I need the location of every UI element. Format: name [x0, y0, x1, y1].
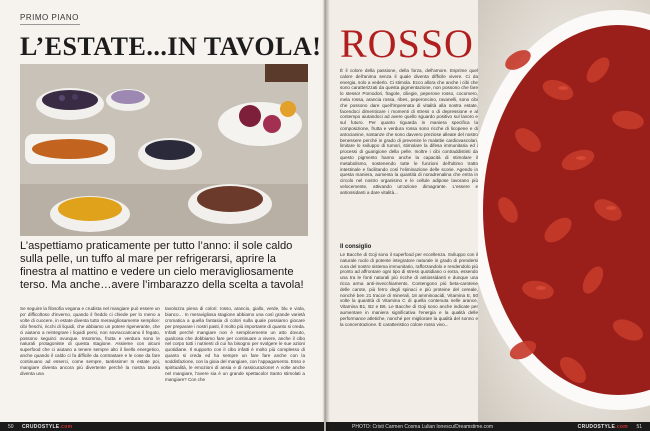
- section-divider: [20, 24, 80, 25]
- lead-paragraph: L’aspettiamo praticamente per tutto l’anno: il sole caldo sulla pelle, un tuffo al mare per refrigerarsi, aprire la finestra al mattino e vedere un cielo meravigliosamente terso. Ma anche…avere l’imbarazzo della scelta a tavola!: [20, 240, 304, 291]
- rosso-intro-text: È il colore della passione, della forza, dell'amore. Esprime quel calore dell'anima senza il quale diventa difficile vivere. Ci da energia, solo a vederlo. Ci stimola. Ecco allora che anche i cibi che sono caratterizzati da questa pigmentazione, non possono che fare lo stesso! Pomodori, fragole, ciliegie, peperone rosso, cocomero, mela rossa, arancia rossa, ribes, peperoncino, ravanelli, sono cibi che possono dare quell'impennata di vitalità alla nostra estate, facendoci dimenticare i momenti di stress o di depressione e al contempo aiutandoci ad avere quello sguardo positivo sul lavoro e sul futuro. Per quanto riguarda in maniera specifica la composizione, frutta e verdura rossa sono ricche di licopene e di antocianine, sostanze che sono davvero preziose alleate del nostro benessere perché in grado di prevenire le malattie cardiovascolari, limitare lo sviluppo di tumori, stimolare la difesa immunitaria ed i processi di guarigione della pelle. Inoltre i cibi contraddistinti da questo pigmento hanno anche la capacità di stimolare il metabolismo, sostenendo tutte le funzioni dell'ultimo tratto intestinale e facilitando così l'eliminazione delle scorie. Agendo in questa maniera, aumenta la quantità di noradrenalina che entra in circolo nel nostro organismo e le cellule adipose lavorano più velocemente, attivando un'azione dimagrante. L'essere e antiossidanti a dare vitalità...: [340, 68, 478, 195]
- brand-suffix-right: .com: [615, 424, 628, 430]
- brand-name-right: [578, 424, 628, 430]
- article-column-1: Se seguire la filosofia vegana e crudista nel mangiare può essere un po' difficoltoso d'inverno, quando il freddo ci chiede per lo meno a volte di cuocere, in estate diventa tutto meravigliosamente semplice: cibi freschi, ricchi di liquidi, che abbiamo un potere rigenerante, che ci aiutano a reintegrare i liquidi persi, non sovraccaricano il fegato, possono seguirci ovunque. Insomma, frutta e verdura sono le naturali protagoniste di questa stagione. Assieme con alcuni superfood che ci aiutano a tenere sempre alto il livello energetico, anche quando il caldo ci fa difficile da contrastare e le cose da fare continuano ad esserci, come sempre, tantissime! In estate poi, mangiare diventa ancora più divertente perché la nostra tavola diventa una: [20, 306, 160, 376]
- left-page: [0, 0, 324, 431]
- brand-name-text: CRUDOSTYLE: [22, 424, 60, 430]
- page-number-right: 51: [636, 424, 642, 430]
- photo-credit: PHOTO: Cristi Carmen Cosma Lulian Ionescu/Dreamstime.com: [352, 424, 494, 430]
- superfood-bowls-image: [20, 64, 308, 236]
- brand-suffix: .com: [59, 424, 73, 430]
- goji-berries-photo: [478, 0, 650, 422]
- brand-name-left: [22, 424, 72, 430]
- food-photo: [20, 64, 308, 236]
- right-page: [326, 0, 650, 431]
- page-number-left: 50: [8, 424, 14, 430]
- brand-name-text-right: CRUDOSTYLE: [577, 424, 616, 430]
- article-column-2: tavolozza piena di colori: rosso, arancio, giallo, verde, blu e viola, bianco… In meravigliosa stagione abbiamo una così grande varietà cromatica a quella fantasia di colori sulla quale possiamo giocare per preparare i nostri pasti, il molto più importante di quanto si creda. Infatti perché mangiare non è semplicemente un atto dovuto, qualcosa che dobbiamo fare per continuare a vivere, anche il cibo nel corpo tutti i nutrienti di cui ha bisogno per svolgere le sue azioni quotidiane. Il supporto con il cibo infatti è molto più complesso di quanto si creda ed ha sempre un fare fare anche con la soddisfazione, con la gioia del mangiare, con l'appagamento. Esso e spiritualità, le emozioni di ansia e di rassicurazione! A volte anche nel mangiare, l'avere sia è un grande spettacolo! Santo stimolati a mangiare? Con che: [165, 306, 305, 382]
- page-headline: L’ESTATE...IN TAVOLA!: [20, 32, 322, 61]
- goji-bowl-image: [478, 0, 650, 422]
- consiglio-text: Le Bacche di Goji sono il superfood per eccellenza. Sviluppo con il naturale ruolo di potente integratore naturale in grado di prendersi cura del nostro sistema immunitario, rafforzandolo e rendendolo più pronto ad affrontare ogni tipo di stress quotidiano o extra, essendo una tra le fonti naturali più ricche di antiossidanti e dunque una ricca arma anti-invecchiamento. Contengono più beta-carotene delle carote, più ferro degli spinaci e più proteine del cereale, nonché ben 21 tracce di minerali, 18 amminoacidi, Vitamina E, 50 volte la quantità di Vitamina C di quella contenuta nelle arance, Vitamina B1, B2 e B6. Le Bacche di Goji sono anche indicate per aumentare in maniera significativa l'energia e la qualità delle performance atletiche, nonché per migliorare la qualità del sonno e la concentrazione. È caratteristico colore rosso vivo...: [340, 252, 478, 327]
- section-title-rosso: ROSSO: [340, 21, 474, 66]
- page-gutter: [322, 0, 330, 431]
- consiglio-heading: Il consiglio: [340, 244, 372, 250]
- section-label: PRIMO PIANO: [20, 13, 79, 22]
